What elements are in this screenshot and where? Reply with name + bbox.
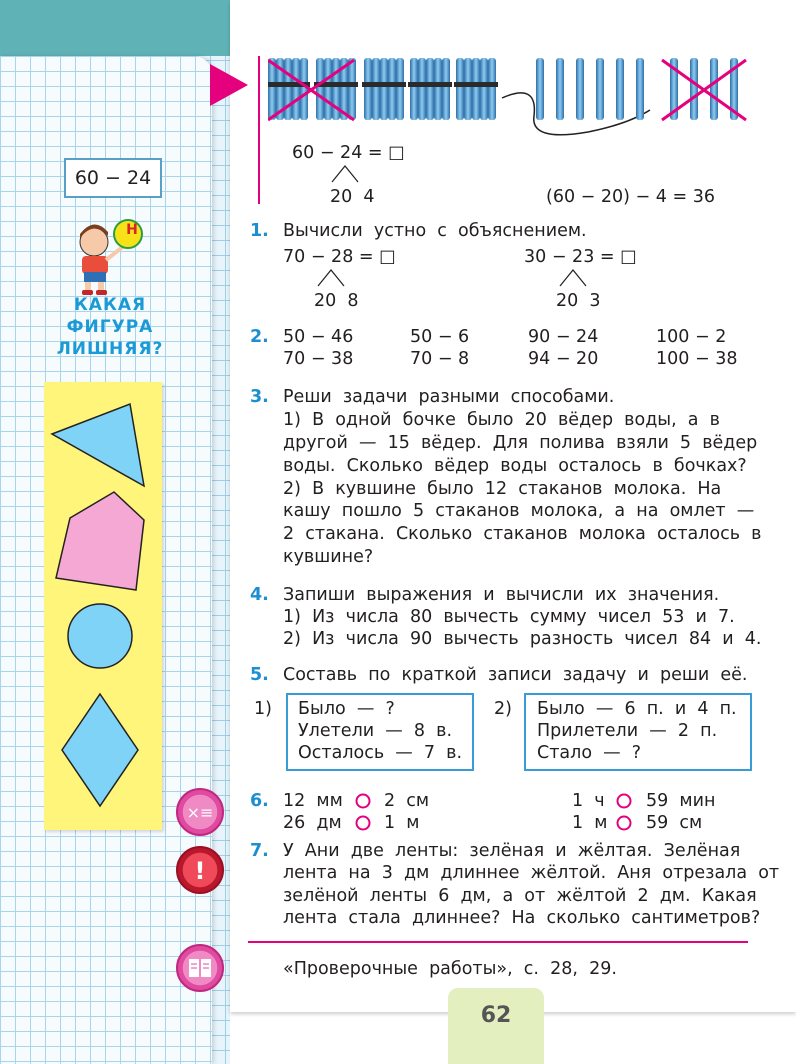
task-number: 1. (250, 221, 269, 241)
task-expression: 30 − 23 = □ (524, 247, 637, 267)
topic-box: 60 − 24 (64, 158, 162, 198)
task-split: 20 8 (314, 291, 359, 311)
footer-divider (248, 941, 748, 943)
compare-circle-icon (354, 814, 372, 832)
task-expression: 50 − 6 (410, 327, 470, 347)
task-text: Запиши выражения и вычисли их значения. (283, 585, 720, 605)
sidebar-heading-line: ЛИШНЯЯ? (56, 339, 164, 359)
note-line: Осталось — 7 в. (298, 743, 463, 763)
note-line: Было — 6 п. и 4 п. (537, 699, 737, 719)
task-text: кашу пошло 5 стаканов молока, а на омлет — (283, 501, 755, 521)
note-line: Улетели — 8 в. (298, 721, 453, 741)
compare-right: 59 мин (646, 791, 716, 811)
attention-icon (176, 846, 224, 894)
task-split: 20 3 (556, 291, 601, 311)
task-text: У Ани две ленты: зелёная и жёлтая. Зелёная (283, 841, 741, 861)
split-caret-icon (558, 268, 588, 288)
task-text: Вычисли устно с объяснением. (283, 221, 587, 241)
task-expression: 94 − 20 (528, 349, 599, 369)
triangle-shape (52, 404, 144, 486)
compare-right: 59 см (646, 813, 703, 833)
task-expression: 70 − 28 = □ (283, 247, 396, 267)
box-label: 1) (254, 699, 272, 719)
note-line: Стало — ? (537, 743, 642, 763)
compare-right: 2 см (384, 791, 430, 811)
task-expression: 70 − 38 (283, 349, 354, 369)
task-text: Составь по краткой записи задачу и реши её. (283, 665, 748, 685)
task-expression: 100 − 2 (656, 327, 727, 347)
compare-right: 1 м (384, 813, 420, 833)
footer-reference: «Проверочные работы», с. 28, 29. (283, 959, 617, 979)
rhombus-shape (62, 694, 138, 806)
character-badge: Н (126, 222, 138, 238)
task-number: 3. (250, 387, 269, 407)
compare-circle-icon (354, 792, 372, 810)
task-text: 2 стакана. Сколько стаканов молока осталось в (283, 524, 762, 544)
split-caret-icon (330, 164, 360, 184)
compare-left: 1 м (572, 813, 608, 833)
intro-divider (258, 56, 260, 204)
intro-equation: 60 − 24 = □ (292, 143, 405, 163)
pentagon-shape (56, 492, 144, 590)
sidebar-panel (0, 56, 212, 1064)
intro-split: 20 4 (330, 187, 375, 207)
book-icon (176, 944, 224, 992)
task-expression: 50 − 46 (283, 327, 354, 347)
box-label: 2) (494, 699, 512, 719)
task-text: Реши задачи разными способами. (283, 387, 615, 407)
page-number-tab (448, 988, 544, 1064)
sidebar-heading-line: ФИГУРА (66, 317, 154, 337)
task-text: лента стала длиннее? На сколько сантиметров? (283, 908, 761, 928)
task-text: 2) В кувшине было 12 стаканов молока. На (283, 479, 722, 499)
task-expression: 70 − 8 (410, 349, 470, 369)
task-number: 4. (250, 585, 269, 605)
sidebar-heading (40, 294, 180, 360)
task-text: воды. Сколько вёдер воды осталось в бочках? (283, 456, 747, 476)
task-expression: 90 − 24 (528, 327, 599, 347)
task-number: 7. (250, 841, 269, 861)
task-text: 1) В одной бочке было 20 вёдер воды, а в (283, 410, 720, 430)
discuss-icon (176, 788, 224, 836)
task-text: 1) Из числа 80 вычесть сумму чисел 53 и 7. (283, 607, 735, 627)
note-line: Прилетели — 2 п. (537, 721, 718, 741)
split-caret-icon (316, 268, 346, 288)
compare-circle-icon (615, 814, 633, 832)
sidebar-heading-line: КАКАЯ (73, 295, 147, 315)
shapes-svg (44, 382, 162, 830)
top-margin-band (0, 0, 230, 56)
task-expression: 100 − 38 (656, 349, 738, 369)
intro-solution: (60 − 20) − 4 = 36 (546, 187, 715, 207)
task-text: лента на 3 дм длиннее жёлтой. Аня отрезала от (283, 863, 780, 883)
circle-shape (68, 604, 132, 668)
task-text: другой — 15 вёдер. Для полива взяли 5 вёдер (283, 433, 758, 453)
task-text: 2) Из числа 90 вычесть разность чисел 84 и 4. (283, 629, 762, 649)
sticks-illustration (268, 52, 752, 146)
task-number: 6. (250, 791, 269, 811)
compare-left: 1 ч (572, 791, 605, 811)
svg-text:!: ! (194, 857, 206, 885)
svg-text:×≡: ×≡ (186, 803, 214, 822)
task-number: 2. (250, 327, 269, 347)
compare-left: 26 дм (283, 813, 342, 833)
sticks-bundle-icon (268, 58, 310, 120)
shapes-card (44, 382, 162, 830)
compare-circle-icon (615, 792, 633, 810)
compare-left: 12 мм (283, 791, 343, 811)
task-text: кувшине? (283, 547, 374, 567)
note-line: Было — ? (298, 699, 395, 719)
play-marker-icon (206, 62, 252, 108)
task-text: зелёной ленты 6 дм, а от жёлтой 2 дм. Какая (283, 886, 757, 906)
page-number: 62 (480, 1003, 512, 1028)
task-number: 5. (250, 665, 269, 685)
